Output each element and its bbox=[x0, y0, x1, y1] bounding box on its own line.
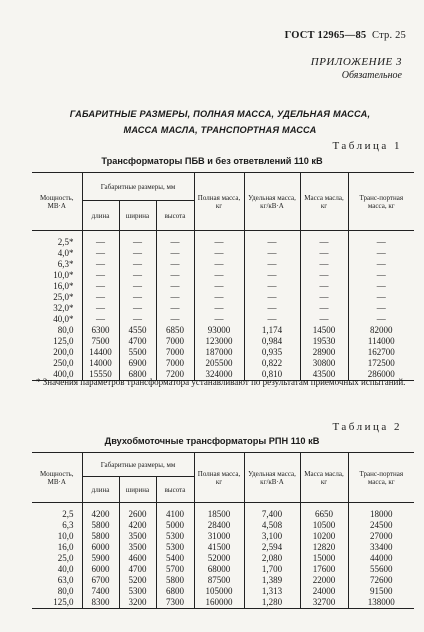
table-cell: 114000 bbox=[348, 336, 414, 347]
table-cell: 2,594 bbox=[244, 542, 300, 553]
table-cell: 80,0 bbox=[32, 325, 82, 336]
table-cell: 31000 bbox=[194, 531, 244, 542]
table-cell: 324000 bbox=[194, 369, 244, 381]
table-cell: 7000 bbox=[156, 358, 194, 369]
table-cell: — bbox=[300, 237, 348, 248]
table-cell: — bbox=[82, 281, 119, 292]
table-cell: 28400 bbox=[194, 520, 244, 531]
table-cell: — bbox=[194, 281, 244, 292]
table-cell: — bbox=[82, 237, 119, 248]
table-cell: 2600 bbox=[119, 509, 156, 520]
page-number: Стр. 25 bbox=[372, 30, 406, 41]
table1-caption: Трансформаторы ПБВ и без ответвлений 110 кВ bbox=[101, 156, 323, 166]
table-cell: 4700 bbox=[119, 336, 156, 347]
table-cell: 10200 bbox=[300, 531, 348, 542]
header-transport-mass: Транс-портная масса, кг bbox=[348, 173, 414, 231]
table-cell: — bbox=[300, 314, 348, 325]
table-cell: 68000 bbox=[194, 564, 244, 575]
header-total-mass: Полная масса, кг bbox=[194, 173, 244, 231]
table-cell: — bbox=[300, 259, 348, 270]
table-cell: 6,3 bbox=[32, 520, 82, 531]
header-total-mass: Полная масса, кг bbox=[194, 453, 244, 503]
document-title bbox=[40, 106, 400, 138]
table-cell: 6800 bbox=[119, 369, 156, 381]
table-row bbox=[32, 520, 414, 531]
table-cell: 32,0* bbox=[32, 303, 82, 314]
table-row bbox=[32, 259, 414, 270]
header-height: высота bbox=[156, 201, 194, 231]
table-cell: 4600 bbox=[119, 553, 156, 564]
table-cell: 14000 bbox=[82, 358, 119, 369]
table-cell: 7500 bbox=[82, 336, 119, 347]
table-cell: 12820 bbox=[300, 542, 348, 553]
table-cell: 123000 bbox=[194, 336, 244, 347]
table2-header bbox=[32, 453, 414, 503]
table-cell: — bbox=[156, 303, 194, 314]
table-cell: 15000 bbox=[300, 553, 348, 564]
table-cell: — bbox=[244, 270, 300, 281]
table-cell: — bbox=[156, 314, 194, 325]
table-cell: 0,984 bbox=[244, 336, 300, 347]
table-row bbox=[32, 336, 414, 347]
table2-body bbox=[32, 503, 414, 609]
table-cell: 22000 bbox=[300, 575, 348, 586]
table-cell: 0,810 bbox=[244, 369, 300, 381]
table-cell: 18000 bbox=[348, 509, 414, 520]
table-cell: 40,0* bbox=[32, 314, 82, 325]
table1 bbox=[32, 172, 414, 381]
table-row bbox=[32, 509, 414, 520]
table-cell: — bbox=[82, 248, 119, 259]
table-cell: 44000 bbox=[348, 553, 414, 564]
table-cell: — bbox=[194, 259, 244, 270]
table-cell: 5300 bbox=[119, 586, 156, 597]
table-row bbox=[32, 358, 414, 369]
table-cell: 30800 bbox=[300, 358, 348, 369]
table1-header bbox=[32, 173, 414, 231]
table-cell: 5300 bbox=[156, 531, 194, 542]
table-cell: 162700 bbox=[348, 347, 414, 358]
table-cell: — bbox=[300, 292, 348, 303]
table-cell: — bbox=[300, 303, 348, 314]
appendix-block bbox=[311, 56, 402, 81]
document-title-line: МАССА МАСЛА, ТРАНСПОРТНАЯ МАССА bbox=[123, 125, 317, 135]
table-row bbox=[32, 531, 414, 542]
table-cell: 1,313 bbox=[244, 586, 300, 597]
table-cell: 250,0 bbox=[32, 358, 82, 369]
header-power: Мощность, МВ·А bbox=[32, 173, 82, 231]
appendix-title: ПРИЛОЖЕНИЕ 3 bbox=[310, 56, 402, 68]
table-cell: — bbox=[119, 303, 156, 314]
table-cell: — bbox=[119, 314, 156, 325]
table-cell: 6000 bbox=[82, 564, 119, 575]
table-cell: 6800 bbox=[156, 586, 194, 597]
table-cell: 7000 bbox=[156, 347, 194, 358]
table-cell: 27000 bbox=[348, 531, 414, 542]
table-cell: 6300 bbox=[82, 325, 119, 336]
table-cell: — bbox=[348, 237, 414, 248]
table-cell: 3,100 bbox=[244, 531, 300, 542]
header-oil-mass: Масса масла, кг bbox=[300, 453, 348, 503]
table-cell: 24500 bbox=[348, 520, 414, 531]
table-cell: — bbox=[82, 259, 119, 270]
table-cell: — bbox=[194, 270, 244, 281]
table-cell: — bbox=[300, 270, 348, 281]
table-cell: — bbox=[194, 314, 244, 325]
table-cell: 72600 bbox=[348, 575, 414, 586]
table-cell: — bbox=[348, 281, 414, 292]
gost-number: ГОСТ 12965—85 bbox=[284, 30, 367, 41]
table-cell: — bbox=[119, 248, 156, 259]
document-title-line: ГАБАРИТНЫЕ РАЗМЕРЫ, ПОЛНАЯ МАССА, УДЕЛЬНАЯ МАССА, bbox=[69, 109, 371, 119]
table-cell: — bbox=[348, 292, 414, 303]
header-length: длина bbox=[82, 201, 119, 231]
table-cell: 5500 bbox=[119, 347, 156, 358]
table-cell: 4550 bbox=[119, 325, 156, 336]
table-row bbox=[32, 575, 414, 586]
table-cell: 19530 bbox=[300, 336, 348, 347]
table-cell: 5000 bbox=[156, 520, 194, 531]
table-cell: 7400 bbox=[82, 586, 119, 597]
table-cell: — bbox=[244, 259, 300, 270]
table-cell: 3500 bbox=[119, 531, 156, 542]
table-cell: 286000 bbox=[348, 369, 414, 381]
table-row bbox=[32, 542, 414, 553]
table-cell: 87500 bbox=[194, 575, 244, 586]
table-cell: 5200 bbox=[119, 575, 156, 586]
table-row bbox=[32, 237, 414, 248]
header-width: ширина bbox=[119, 201, 156, 231]
table-cell: — bbox=[119, 281, 156, 292]
header-height: высота bbox=[156, 477, 194, 503]
table-cell: — bbox=[194, 248, 244, 259]
table-cell: 5800 bbox=[82, 520, 119, 531]
table-cell: 5900 bbox=[82, 553, 119, 564]
table-cell: 40,0 bbox=[32, 564, 82, 575]
table-cell: — bbox=[82, 270, 119, 281]
table-cell: — bbox=[300, 281, 348, 292]
table-cell: 105000 bbox=[194, 586, 244, 597]
table-cell: 10500 bbox=[300, 520, 348, 531]
table-row bbox=[32, 248, 414, 259]
table-cell: 7300 bbox=[156, 597, 194, 609]
table-row bbox=[32, 281, 414, 292]
header-length: длина bbox=[82, 477, 119, 503]
footnote: * Значения параметров трансформатора устанавливают по результатам приемочных испытаний. bbox=[36, 377, 406, 387]
table-cell: 16,0 bbox=[32, 542, 82, 553]
table-row bbox=[32, 597, 414, 609]
header-transport-mass: Транс-портная масса, кг bbox=[348, 453, 414, 503]
table-cell: 4,508 bbox=[244, 520, 300, 531]
table-cell: — bbox=[119, 237, 156, 248]
table-cell: — bbox=[194, 303, 244, 314]
table-cell: 6650 bbox=[300, 509, 348, 520]
table-cell: — bbox=[348, 270, 414, 281]
table-cell: — bbox=[244, 281, 300, 292]
table-cell: — bbox=[300, 248, 348, 259]
table-cell: — bbox=[156, 259, 194, 270]
table-cell: — bbox=[244, 248, 300, 259]
table-cell: 125,0 bbox=[32, 597, 82, 609]
table-cell: 0,935 bbox=[244, 347, 300, 358]
table-cell: 91500 bbox=[348, 586, 414, 597]
table-cell: — bbox=[156, 292, 194, 303]
header-power: Мощность, МВ·А bbox=[32, 453, 82, 503]
table-cell: — bbox=[348, 314, 414, 325]
table2 bbox=[32, 452, 414, 609]
table-cell: — bbox=[119, 270, 156, 281]
table-cell: 1,280 bbox=[244, 597, 300, 609]
table-row bbox=[32, 586, 414, 597]
table-cell: 5700 bbox=[156, 564, 194, 575]
header-specific-mass: Удельная масса, кг/кВ·А bbox=[244, 453, 300, 503]
table2-caption: Двухобмоточные трансформаторы РПН 110 кВ bbox=[104, 436, 320, 446]
table-cell: — bbox=[348, 303, 414, 314]
table-cell: 6700 bbox=[82, 575, 119, 586]
table-cell: 24000 bbox=[300, 586, 348, 597]
table-cell: 5800 bbox=[156, 575, 194, 586]
table-cell: 187000 bbox=[194, 347, 244, 358]
table-cell: 28900 bbox=[300, 347, 348, 358]
table-cell: 52000 bbox=[194, 553, 244, 564]
table-cell: — bbox=[119, 259, 156, 270]
table-cell: — bbox=[348, 248, 414, 259]
table-row bbox=[32, 553, 414, 564]
table-cell: 172500 bbox=[348, 358, 414, 369]
table-row bbox=[32, 347, 414, 358]
table-cell: 55600 bbox=[348, 564, 414, 575]
table-row bbox=[32, 292, 414, 303]
table-cell: 7200 bbox=[156, 369, 194, 381]
table-cell: 25,0 bbox=[32, 553, 82, 564]
table-cell: 43500 bbox=[300, 369, 348, 381]
table-cell: 14500 bbox=[300, 325, 348, 336]
table-cell: 82000 bbox=[348, 325, 414, 336]
table-cell: 4700 bbox=[119, 564, 156, 575]
table-cell: 17600 bbox=[300, 564, 348, 575]
table-cell: — bbox=[82, 303, 119, 314]
table-cell: 6850 bbox=[156, 325, 194, 336]
table-cell: 2,5 bbox=[32, 509, 82, 520]
table-cell: 5300 bbox=[156, 542, 194, 553]
table-cell: 160000 bbox=[194, 597, 244, 609]
table-cell: 14400 bbox=[82, 347, 119, 358]
table-cell: 138000 bbox=[348, 597, 414, 609]
table-cell: 10,0 bbox=[32, 531, 82, 542]
table-cell: — bbox=[156, 248, 194, 259]
page-header bbox=[285, 30, 406, 41]
table-cell: 5800 bbox=[82, 531, 119, 542]
table-cell: 125,0 bbox=[32, 336, 82, 347]
table-cell: — bbox=[348, 259, 414, 270]
table-cell: 18500 bbox=[194, 509, 244, 520]
table-cell: 10,0* bbox=[32, 270, 82, 281]
table-cell: 7000 bbox=[156, 336, 194, 347]
table-cell: — bbox=[119, 292, 156, 303]
table-cell: — bbox=[244, 292, 300, 303]
table-cell: 6000 bbox=[82, 542, 119, 553]
table1-label: Таблица 1 bbox=[332, 140, 402, 152]
table-cell: 25,0* bbox=[32, 292, 82, 303]
table-cell: 6,3* bbox=[32, 259, 82, 270]
table-cell: — bbox=[156, 281, 194, 292]
table-cell: 4,0* bbox=[32, 248, 82, 259]
table-row bbox=[32, 303, 414, 314]
table-row bbox=[32, 564, 414, 575]
header-width: ширина bbox=[119, 477, 156, 503]
header-gabarit: Габаритные размеры, мм bbox=[82, 173, 194, 201]
table1-body bbox=[32, 231, 414, 381]
table-cell: — bbox=[156, 237, 194, 248]
table-cell: 4200 bbox=[82, 509, 119, 520]
table-cell: 6900 bbox=[119, 358, 156, 369]
header-specific-mass: Удельная масса, кг/кВ·А bbox=[244, 173, 300, 231]
table-cell: 2,5* bbox=[32, 237, 82, 248]
table-cell: — bbox=[244, 303, 300, 314]
table-row bbox=[32, 270, 414, 281]
table-cell: 1,389 bbox=[244, 575, 300, 586]
appendix-subtitle: Обязательное bbox=[341, 70, 402, 81]
table-cell: 200,0 bbox=[32, 347, 82, 358]
table-cell: — bbox=[194, 237, 244, 248]
table-cell: — bbox=[244, 314, 300, 325]
table-cell: 3500 bbox=[119, 542, 156, 553]
table-cell: 3200 bbox=[119, 597, 156, 609]
table-cell: 16,0* bbox=[32, 281, 82, 292]
table2-label: Таблица 2 bbox=[332, 421, 402, 433]
table-row bbox=[32, 325, 414, 336]
table-cell: 400,0 bbox=[32, 369, 82, 381]
table-cell: 4200 bbox=[119, 520, 156, 531]
header-oil-mass: Масса масла, кг bbox=[300, 173, 348, 231]
table-cell: 80,0 bbox=[32, 586, 82, 597]
table-cell: 205500 bbox=[194, 358, 244, 369]
table-cell: 63,0 bbox=[32, 575, 82, 586]
table-cell: 33400 bbox=[348, 542, 414, 553]
table-cell: 1,174 bbox=[244, 325, 300, 336]
table-cell: — bbox=[82, 292, 119, 303]
table-cell: 41500 bbox=[194, 542, 244, 553]
table-cell: 8300 bbox=[82, 597, 119, 609]
table-cell: — bbox=[82, 314, 119, 325]
table-cell: 2,080 bbox=[244, 553, 300, 564]
table-cell: — bbox=[156, 270, 194, 281]
table-cell: 0,822 bbox=[244, 358, 300, 369]
table-cell: 15550 bbox=[82, 369, 119, 381]
table-cell: — bbox=[244, 237, 300, 248]
header-gabarit: Габаритные размеры, мм bbox=[82, 453, 194, 477]
table-cell: 4100 bbox=[156, 509, 194, 520]
table-row bbox=[32, 314, 414, 325]
table-cell: 7,400 bbox=[244, 509, 300, 520]
table-cell: 93000 bbox=[194, 325, 244, 336]
table-cell: 32700 bbox=[300, 597, 348, 609]
table-cell: — bbox=[194, 292, 244, 303]
table-cell: 5400 bbox=[156, 553, 194, 564]
table-cell: 1,700 bbox=[244, 564, 300, 575]
